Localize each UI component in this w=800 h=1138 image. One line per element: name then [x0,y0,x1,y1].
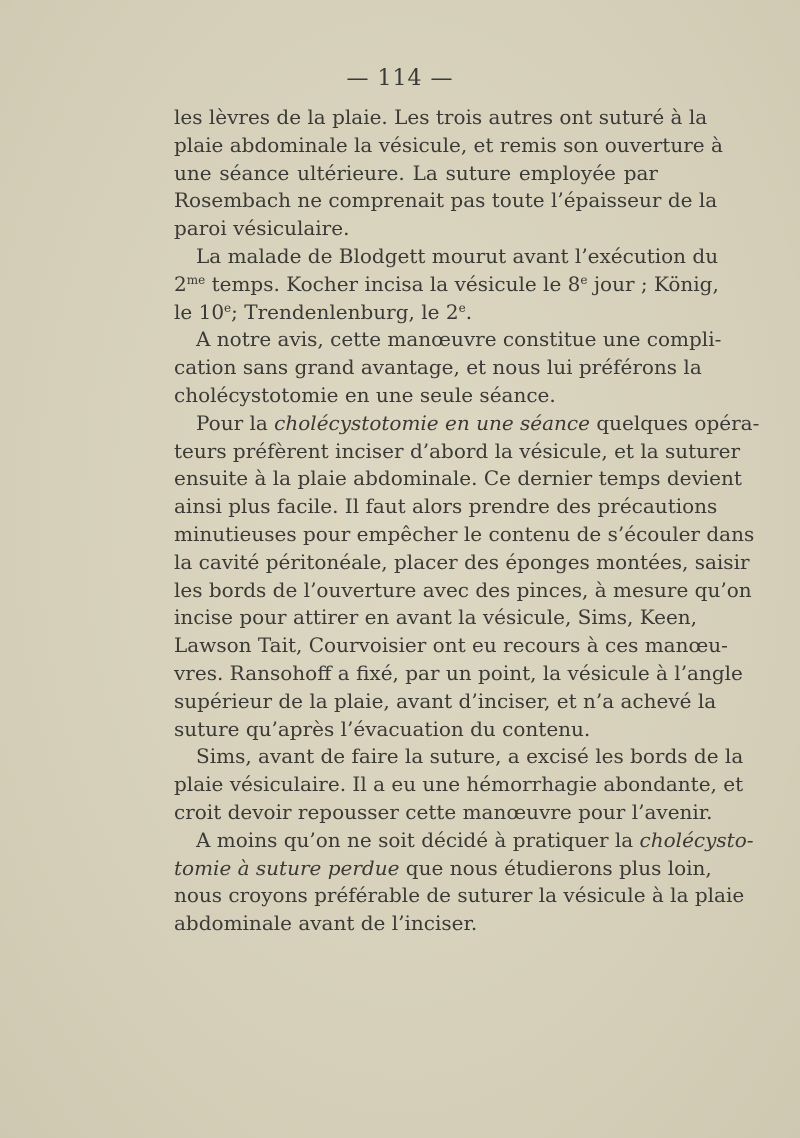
text-line: cation sans grand avantage, et nous lui préférons la [174,355,702,380]
superscript: e [580,272,588,287]
text-line: nous croyons préférable de suturer la vésicule à la plaie [174,883,745,908]
text-line: A moins qu’on ne soit décidé à pratiquer la cholécysto- [196,827,754,852]
text-line: incise pour attirer en avant la vésicule, Sims, Keen, [174,605,698,630]
text-line: les lèvres de la plaie. Les trois autres ont suturé à la [174,105,708,129]
text-line: croit devoir repousser cette manœuvre pour l’avenir. [174,799,713,824]
text-line: minutieuses pour empêcher le contenu de s’écouler dans [174,521,755,546]
text-line: une séance ultérieure. La suture employée par [174,160,658,185]
text-line: vres. Ransohoff a fixé, par un point, la vésicule à l’angle [174,660,743,685]
page-number: — 114 — [346,66,454,91]
text-line: $2^{me}$ temps. Kocher incisa la vésicule le 8e jour ; König, [174,271,719,296]
text-line: les bords de l’ouverture avec des pinces, à mesure qu’on [174,577,752,602]
text-line: A notre avis, cette manœuvre constitue une compli- [196,327,722,352]
text-line: cholécystotomie en une seule séance. [174,382,556,407]
text-line: Lawson Tait, Courvoisier ont eu recours à ces manœu- [174,633,728,658]
text-line: plaie vésiculaire. Il a eu une hémorrhagie abondante, et [174,772,744,797]
text-line: ainsi plus facile. Il faut alors prendre des précautions [174,494,718,519]
body-text [174,104,760,938]
italic-term: cholécystotomie en une séance [274,410,590,435]
superscript: me [186,272,206,287]
text-line: suture qu’après l’évacuation du contenu. [174,716,591,741]
text-line: Rosembach ne comprenait pas toute l’épaisseur de la [174,188,718,213]
text-line: teurs préfèrent inciser d’abord la vésicule, et la suturer [174,438,741,463]
text-line: La malade de Blodgett mourut avant l’exécution du [196,243,719,268]
text-line: paroi vésiculaire. [174,216,350,241]
text-line: supérieur de la plaie, avant d’inciser, et n’a achevé la [174,688,717,713]
text-line: plaie abdominale la vésicule, et remis son ouverture à [174,132,723,157]
text-line: Pour la cholécystotomie en une séance quelques opéra- [196,410,760,435]
text-line: ensuite à la plaie abdominale. Ce dernier temps devient [174,466,742,491]
text-line: le 10e; Trendenlenburg, le 2e. [174,299,473,324]
superscript: e [458,300,466,315]
text-line: Sims, avant de faire la suture, a excisé les bords de la [196,744,744,769]
text-line: tomie à suture perdue que nous étudierons plus loin, [174,855,712,880]
text-line: la cavité péritonéale, placer des éponges montées, saisir [174,549,750,574]
superscript: e [224,300,232,315]
text-line: abdominale avant de l’inciser. [174,911,478,936]
italic-term: tomie à suture perdue [174,855,400,880]
italic-term: cholécysto- [639,827,754,852]
